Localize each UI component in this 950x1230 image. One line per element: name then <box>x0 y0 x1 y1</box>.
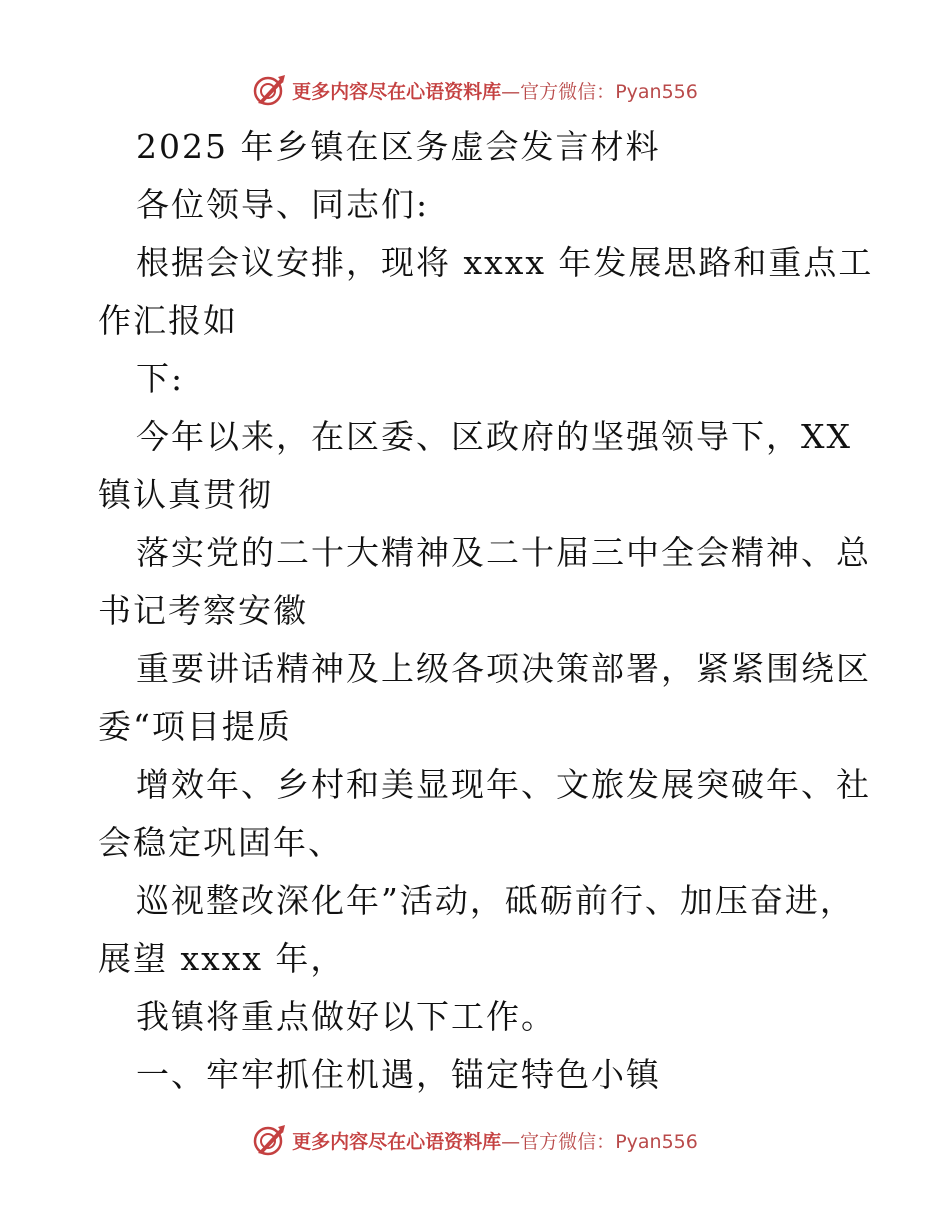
paragraph-line: 增效年、乡村和美显现年、文旅发展突破年、社 <box>136 765 871 804</box>
footer-watermark <box>0 1120 950 1160</box>
paragraph-line: 会稳定巩固年、 <box>98 823 343 862</box>
watermark-wechat-label: 官方微信： <box>520 1130 616 1153</box>
paragraph-line: 今年以来，在区委、区政府的坚强领导下，XX <box>136 417 852 456</box>
watermark-site-text: 更多内容尽在心语资料库 <box>292 80 502 103</box>
watermark-wechat-id: Pyan556 <box>615 80 698 103</box>
section-heading: 一、牢牢抓住机遇，锚定特色小镇 <box>136 1055 661 1094</box>
paragraph-line: 委“项目提质 <box>98 707 292 746</box>
watermark-text <box>292 1127 698 1154</box>
quill-logo-icon <box>252 73 286 107</box>
paragraph-line: 重要讲话精神及上级各项决策部署，紧紧围绕区 <box>136 649 871 688</box>
paragraph-line: 落实党的二十大精神及二十届三中全会精神、总 <box>136 533 871 572</box>
watermark-dash: — <box>501 80 521 103</box>
paragraph-line: 我镇将重点做好以下工作。 <box>136 997 556 1036</box>
header-watermark <box>0 70 950 110</box>
salutation: 各位领导、同志们: <box>136 185 430 224</box>
paragraph-line: 作汇报如 <box>98 301 238 340</box>
document-body <box>98 118 874 1104</box>
watermark-text <box>292 77 698 104</box>
watermark-wechat-label: 官方微信： <box>520 80 616 103</box>
paragraph-line: 根据会议安排，现将 xxxx 年发展思路和重点工 <box>136 243 874 282</box>
quill-logo-icon <box>252 1123 286 1157</box>
watermark-wechat-id: Pyan556 <box>615 1130 698 1153</box>
paragraph-line: 镇认真贯彻 <box>98 475 273 514</box>
paragraph-line: 下: <box>136 359 185 398</box>
watermark-site-text: 更多内容尽在心语资料库 <box>292 1130 502 1153</box>
document-title: 2025 年乡镇在区务虚会发言材料 <box>136 127 661 166</box>
paragraph-line: 展望 xxxx 年， <box>98 939 346 978</box>
paragraph-line: 书记考察安徽 <box>98 591 308 630</box>
paragraph-line: 巡视整改深化年”活动，砥砺前行、加压奋进， <box>136 881 855 920</box>
watermark-dash: — <box>501 1130 521 1153</box>
